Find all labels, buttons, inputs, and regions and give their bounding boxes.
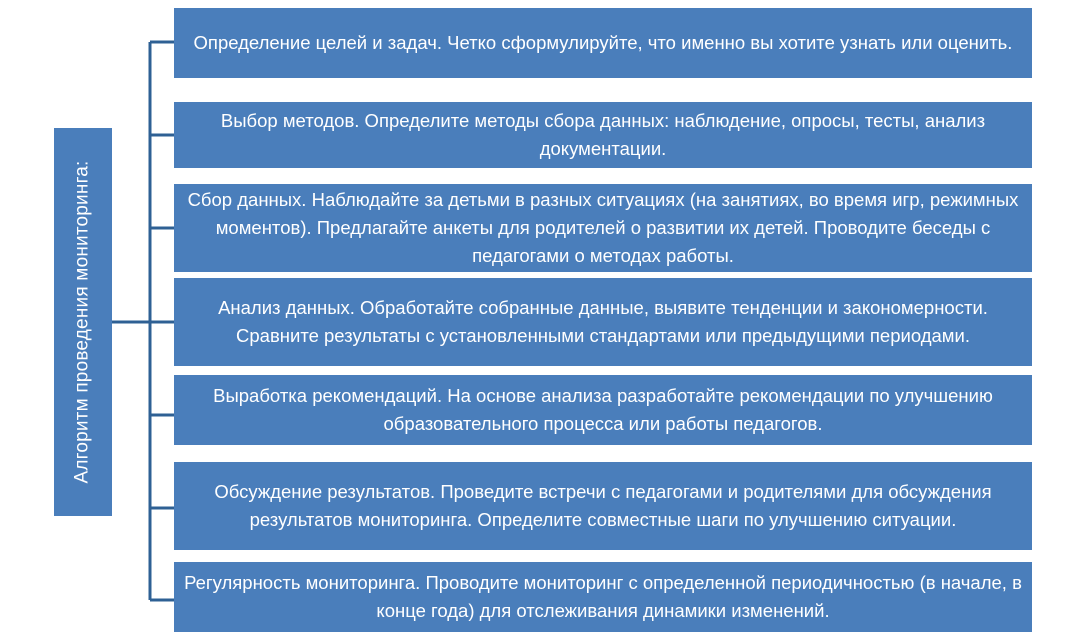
step-box-3[interactable] <box>174 184 1032 272</box>
root-label-text: Алгоритм проведения мониторинга: <box>72 160 94 484</box>
root-label-box <box>54 128 112 516</box>
step-box-2[interactable] <box>174 102 1032 168</box>
step-text-1: Определение целей и задач. Четко сформулируйте, что именно вы хотите узнать или оценить. <box>193 32 1013 53</box>
step-box-6[interactable] <box>174 462 1032 550</box>
step-text-5: Выработка рекомендаций. На основе анализа разработайте рекомендации по улучшению образовательного процесса или работы педагогов. <box>213 385 993 434</box>
step-box-5[interactable] <box>174 375 1032 445</box>
step-text-2: Выбор методов. Определите методы сбора данных: наблюдение, опросы, тесты, анализ документации. <box>220 110 986 159</box>
step-text-3: Сбор данных. Наблюдайте за детьми в разных ситуациях (на занятиях, во время игр, режимных моментов). Предлагайте анкеты для родителей о развитии их детей. Проводите беседы с педагогами о методах работы. <box>187 189 1019 266</box>
step-box-1[interactable] <box>174 8 1032 78</box>
step-box-4[interactable] <box>174 278 1032 366</box>
step-box-7[interactable] <box>174 562 1032 632</box>
step-text-6: Обсуждение результатов. Проведите встречи с педагогами и родителями для обсуждения результатов мониторинга. Определите совместные шаги по улучшению ситуации. <box>214 481 992 530</box>
step-text-7: Регулярность мониторинга. Проводите мониторинг с определенной периодичностью (в начале, в конце года) для отслеживания динамики изменений. <box>184 572 1022 621</box>
step-text-4: Анализ данных. Обработайте собранные данные, выявите тенденции и закономерности. Сравните результаты с установленными стандартами или предыдущими периодами. <box>218 297 988 346</box>
